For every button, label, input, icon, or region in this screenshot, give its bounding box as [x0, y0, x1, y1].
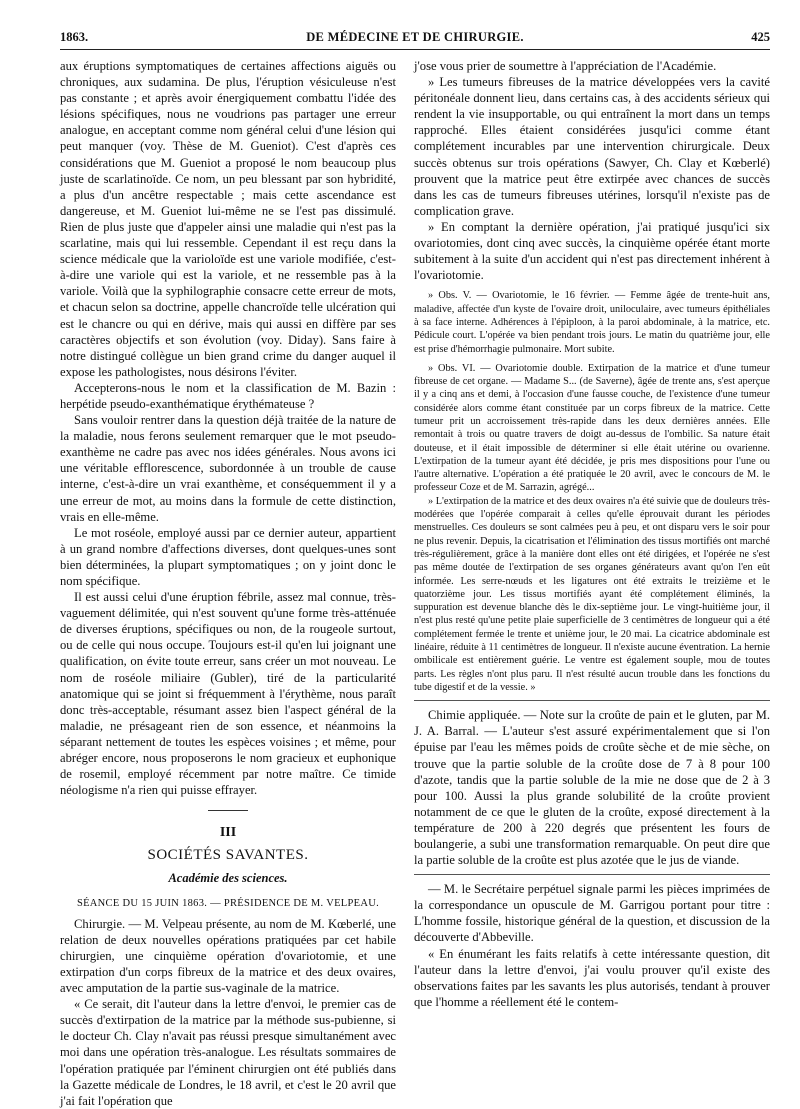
section-rule: [208, 810, 248, 811]
paragraph: Le mot roséole, employé aussi par ce dernier auteur, appartient à un grand nombre d'affections diverses, dont quelques-unes sont bien déterminées, la plupart symptomatiques ; on y joint donc le nom spécifique.: [60, 525, 396, 588]
left-column: [60, 58, 396, 1109]
observation-paragraph: » Obs. V. — Ovariotomie, le 16 février. — Femme âgée de trente-huit ans, maladive, affectée d'un kyste de l'ovaire droit, uniloculaire, avec tumeurs épithéliales à sa face interne. Adhérences à l'épiploon, à la paroi abdominale, à la matrice, etc. Pédicule court. L'opérée va bien pendant trois jours. Le matin du quatrième jour, elle est prise d'hémorrhagie pulmonaire. Mort subite.: [414, 290, 770, 355]
section-title: SOCIÉTÉS SAVANTES.: [147, 847, 309, 864]
observation-paragraph: » Obs. VI. — Ovariotomie double. Extirpation de la matrice et d'une tumeur fibreuse de cet organe. — Madame S... (de Saverne), âgée de trente ans, s'est aperçue il y a cinq ans et demi, à l'occasion d'une fausse couche, de l'existence d'une tumeur considérée alors comme étant constituée par un corps fibreux de la matrice. Cette tumeur prit un accroissement très-rapide dans les deux dernières années. Elle remontait à trois ou quatre travers de doigt au-dessus de l'ombilic. Sa nature était douteuse, et il était impossible de déterminer si elle était utérine ou ovarienne. L'extirpation de la tumeur ayant été décidée, je pris mes dispositions pour l'une ou l'autre alternative. L'opération a été pratiquée le 20 avril, avec le concours de M. le professeur Coze et de M. Sarrazin, agrégé...: [414, 362, 770, 494]
page-number: 425: [751, 30, 770, 44]
paragraph: j'ose vous prier de soumettre à l'appréciation de l'Académie.: [414, 59, 717, 73]
section-subtitle: Académie des sciences.: [168, 870, 288, 885]
paragraph: Chirurgie. — M. Velpeau présente, au nom de M. Kœberlé, une relation de deux nouvelles opérations pratiquées par cet habile chirurgien, une cinquième opération d'ovariotomie, et une extirpation d'un corps fibreux de la matrice et des deux ovaires, avec amputation de la partie sus-vaginale de la matrice.: [60, 916, 396, 996]
observation-paragraph: » L'extirpation de la matrice et des deux ovaires n'a été suivie que de douleurs très-modérées que l'opérée comparait à celles qu'elle éprouvait durant les périodes menstruelles. Ces douleurs se sont calmées peu à peu, et ont disparu vers le soir pour ne plus revenir. Depuis, la cicatrisation et l'élimination des tissus mortifiés ont marché très-régulièrement, grâce à la manière dont elles ont été dirigées, et l'opérée ne s'est pas même doutée de l'extirpation de ses organes générateurs avant qu'on l'en eût informée. Les serre-nœuds et les ligatures ont été extraits le treizième et le quatorzième jour. Les tissus mortifiés ayant été complétement éliminés, la suppuration est devenue blanche dès le dix-septième jour. Le vingt-huitième jour, il n'est plus resté qu'une petite plaie superficielle de 3 centimètres de longueur qui a été complétement fermée le trente et unième jour, le 20 mai. La cicatrice abdominale est linéaire, réduite à 11 centimètres de longueur. Il n'existe aucune éventration. La hernie ombilicale est entièrement guérie. Le ventre est également souple, mou de toutes parts. Les règles n'ont plus paru. Il n'est résulté aucun trouble dans les fonctions du tube digestif et de la vessie. »: [414, 495, 770, 693]
header-year: 1863.: [60, 30, 89, 44]
running-header: [60, 30, 770, 46]
paragraph: Accepterons-nous le nom et la classification de M. Bazin : herpétide pseudo-exanthématique érythémateuse ?: [60, 380, 396, 411]
paragraph: Sans vouloir rentrer dans la question déjà traitée de la nature de la maladie, nous ferons seulement remarquer que le mot pseudo-exanthème ne cadre pas avec nos idées générales. Nous avons ici une véritable efflorescence, subordonnée à un trouble de cause interne, c'est-à-dire un vrai exanthème, et conséquemment il y a une erreur de mot, au moins dans la formule de cette distinction, vrais en elle-même.: [60, 413, 396, 524]
paragraph: Il est aussi celui d'une éruption fébrile, assez mal connue, très-vaguement délimitée, qui n'est souvent qu'une forme très-atténuée de diverses éruptions, spécifiques ou non, de la rougeole surtout, ou de celle qui nous occupe. Toujours est-il qu'en lui joignant une qualification, on évite toute erreur, sans créer un mot nouveau. Le nom de roséole miliaire (Gubler), tiré de la particularité anatomique qui se joint si fréquemment à l'érythème, nous paraît donc très-acceptable, résumant assez bien l'aspect général de la maladie, ne présageant rien de son essence, et néanmoins la séparant nettement de toutes les espèces voisines ; et même, pour abréger encore, nous proposerons le nom gracieux et euphonique de rosemil, employé récemment par notre maître. Ce timide néologisme n'a rien qui puisse effrayer.: [60, 590, 396, 798]
session-line: SÉANCE DU 15 JUIN 1863. — PRÉSIDENCE DE M. VELPEAU.: [76, 897, 380, 909]
paragraph: — M. le Secrétaire perpétuel signale parmi les pièces imprimées de la correspondance un opuscule de M. Garrigou portant pour titre : L'homme fossile, historique général de la question, et discussion de la découverte d'Abbeville.: [414, 882, 770, 945]
paragraph: Chimie appliquée. — Note sur la croûte de pain et le gluten, par M. J. A. Barral. — L'auteur s'est assuré expérimentalement que si l'on épuise par l'eau les mêmes poids de croûte sèche et de mie sèche, on trouve que la partie soluble de la croûte dose de 7 à 8 pour 100 d'azote, tandis que la partie soluble de la mie ne dose que de 2 à 3 pour 100. Aussi la plus grande solubilité de la croûte provient notamment de ce que le gluten de la croûte, exposé directement à la température de 200 à 220 degrés que présentent les fours de boulangerie, a subi une transformation remarquable. On peut dire que la partie soluble de la croûte est plus azotée que le jus de viande.: [414, 708, 770, 868]
divider: [414, 700, 770, 701]
paragraph: « En énumérant les faits relatifs à cette intéressante question, dit l'auteur dans la lettre d'envoi, j'ai voulu prouver qu'il existe des observations faites par les savants les plus autorisés, tendant à prouver que l'homme a réellement été le contem-: [414, 946, 770, 1009]
paragraph: aux éruptions symptomatiques de certaines affections aiguës ou chroniques, aux sudamina. De plus, l'éruption vésiculeuse n'est pas constante ; et après avoir énergiquement combattu l'idée des lésions spécifiques, nous ne voudrions pas partager une erreur analogue, en acceptant comme nom général celui d'une lésion qui peut manquer (voy. Thèse de M. Gueniot). C'est d'après ces considérations que M. Gueniot a proposé le nom beaucoup plus juste de scarlatinoïde. Ce nom, un peu blessant par son hybridité, a plus d'un ancêtre respectable ; mais cette ascendance est dangereuse, et M. Gueniot lui-même ne se l'est pas dissimulé. Rien de plus juste que d'appeler ainsi une maladie qui n'est pas la scarlatine, mais qui lui ressemble. Cependant il est reçu dans la science médicale que la varioloïde est une variole modifiée, c'est-à-dire une variole qui est la variole, et ne ressemble pas à la variole. Voilà que la syphilographie consacre cette erreur de mots, et chacun selon sa doctrine, appelle chancroïde telle ulcération qui est le chancre ou qui en dérive, mais qui aussi en diffère par ses caractères objectifs et son évolution (voy. Diday). Sans faire à notre distingué collègue un bien grand crime du danger auquel il expose les pathologistes, nous désirons l'éviter.: [60, 59, 396, 379]
section-number: III: [219, 825, 237, 841]
header-rule: [60, 49, 770, 50]
paragraph: » Les tumeurs fibreuses de la matrice développées vers la cavité péritonéale donnent lieu, dans certains cas, à des accidents sérieux qui rendent la vie insupportable, ou qui entraînent la mort dans un temps rapproché. Elles étaient considérées jusqu'ici comme étant complétement incurables par une intervention chirurgicale. Deux succès obtenus sur trois opérations (Sawyer, Ch. Clay et Kœberlé) prouvent que la matrice peut être extirpée avec chances de succès dans les cas de tumeurs fibreuses utérines, lorsqu'il n'existe pas de complication grave.: [414, 75, 770, 218]
divider: [414, 874, 770, 875]
paragraph: « Ce serait, dit l'auteur dans la lettre d'envoi, le premier cas de succès d'extirpation de la matrice par la méthode sus-pubienne, si le docteur Ch. Clay n'avait pas réussi presque simultanément avec moi dans une opération très-analogue. Les résultats sommaires de l'opération pratiquée par l'éminent chirurgien ont été publiés dans la Gazette médicale de Londres, le 18 avril, et c'est le 20 avril que j'ai fait l'opération que: [60, 997, 396, 1108]
header-title: DE MÉDECINE ET DE CHIRURGIE.: [306, 30, 524, 44]
right-column: [414, 58, 770, 1010]
paragraph: » En comptant la dernière opération, j'ai pratiqué jusqu'ici six ovariotomies, dont cinq avec succès, la cinquième opérée étant morte subitement à la suite d'un accident qui n'est pas directement inhérent à l'ovariotomie.: [414, 219, 770, 283]
